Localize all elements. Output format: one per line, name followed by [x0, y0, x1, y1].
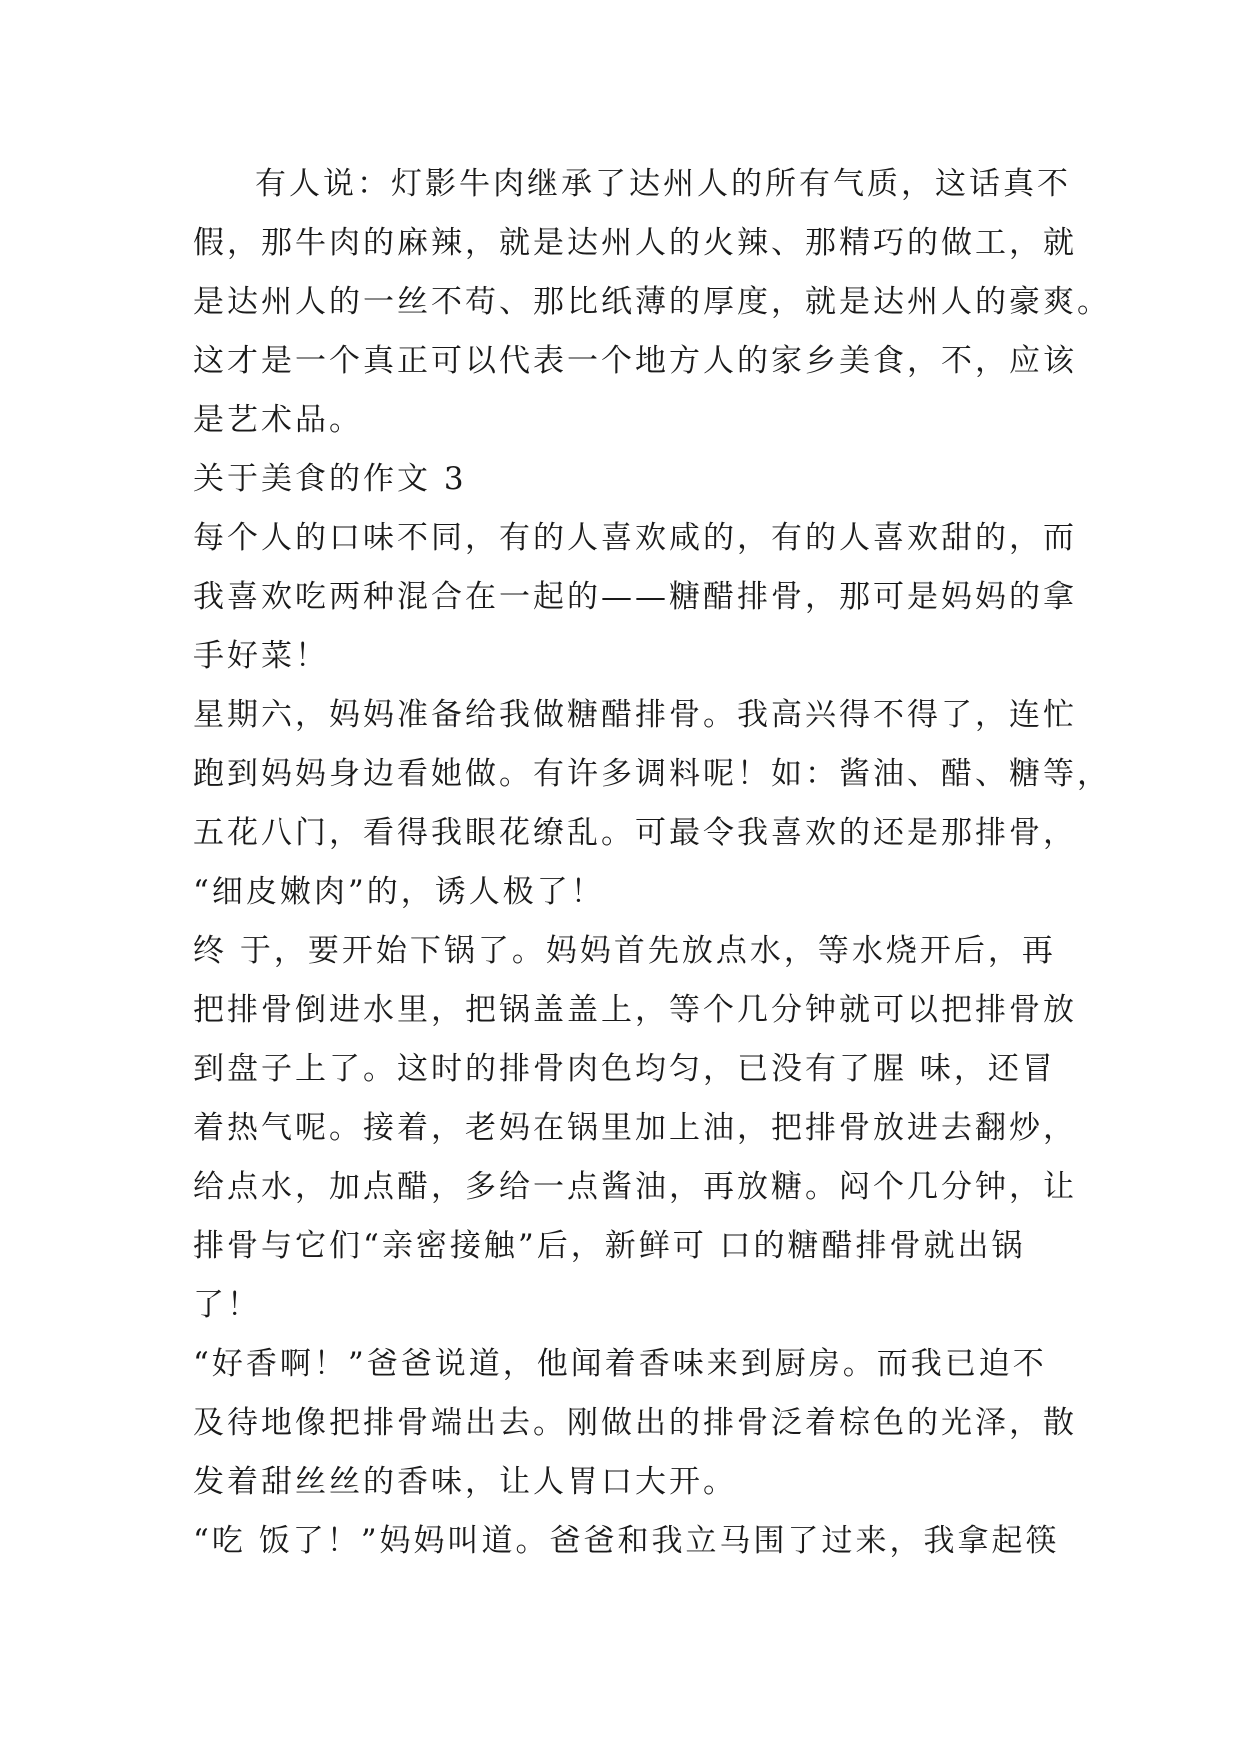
text-line: 手好菜！ [193, 638, 329, 674]
text-line: 这才是一个真正可以代表一个地方人的家乡美食，不，应该 [193, 343, 1077, 379]
text-line: 终 于，要开始下锅了。妈妈首先放点水，等水烧开后，再 [193, 933, 1056, 969]
text-line: 有人说：灯影牛肉继承了达州人的所有气质，这话真不 [255, 166, 1071, 202]
body-paragraph [193, 922, 1077, 1335]
text-line: 五花八门，看得我眼花缭乱。可最令我喜欢的还是那排骨， [193, 815, 1077, 851]
text-line: “好香啊！”爸爸说道，他闻着香味来到厨房。而我已迫不 [193, 1346, 1047, 1382]
text-line: “吃 饭了！”妈妈叫道。爸爸和我立马围了过来，我拿起筷 [193, 1523, 1060, 1559]
body-paragraph [193, 509, 1077, 686]
text-line: 是艺术品。 [193, 402, 363, 438]
text-line: 及待地像把排骨端出去。刚做出的排骨泛着棕色的光泽，散 [193, 1405, 1077, 1441]
text-line: 星期六，妈妈准备给我做糖醋排骨。我高兴得不得了，连忙 [193, 697, 1077, 733]
text-line: 把排骨倒进水里，把锅盖盖上，等个几分钟就可以把排骨放 [193, 992, 1077, 1028]
text-line: 到盘子上了。这时的排骨肉色均匀，已没有了腥 味，还冒 [193, 1051, 1056, 1087]
body-paragraph [193, 1512, 1063, 1571]
text-line: 给点水，加点醋，多给一点酱油，再放糖。闷个几分钟，让 [193, 1169, 1077, 1205]
body-paragraph [193, 686, 1111, 922]
intro-paragraph [193, 155, 1111, 450]
text-line: 跑到妈妈身边看她做。有许多调料呢！如：酱油、醋、糖等， [193, 756, 1111, 792]
text-line: “细皮嫩肉”的，诱人极了！ [193, 874, 605, 910]
document-page [193, 155, 1111, 1571]
text-line: 每个人的口味不同，有的人喜欢咸的，有的人喜欢甜的，而 [193, 520, 1077, 556]
text-line: 是达州人的一丝不苟、那比纸薄的厚度，就是达州人的豪爽。 [193, 284, 1111, 320]
text-line: 着热气呢。接着，老妈在锅里加上油，把排骨放进去翻炒， [193, 1110, 1077, 1146]
text-line: 了！ [193, 1287, 261, 1323]
text-line: 我喜欢吃两种混合在一起的——糖醋排骨，那可是妈妈的拿 [193, 579, 1077, 615]
essay-heading: 关于美食的作文 3 [193, 461, 467, 497]
body-paragraph [193, 1335, 1077, 1512]
text-line: 假，那牛肉的麻辣，就是达州人的火辣、那精巧的做工，就 [193, 225, 1077, 261]
text-line: 排骨与它们“亲密接触”后，新鲜可 口的糖醋排骨就出锅 [193, 1228, 1026, 1264]
text-line: 发着甜丝丝的香味，让人胃口大开。 [193, 1464, 737, 1500]
